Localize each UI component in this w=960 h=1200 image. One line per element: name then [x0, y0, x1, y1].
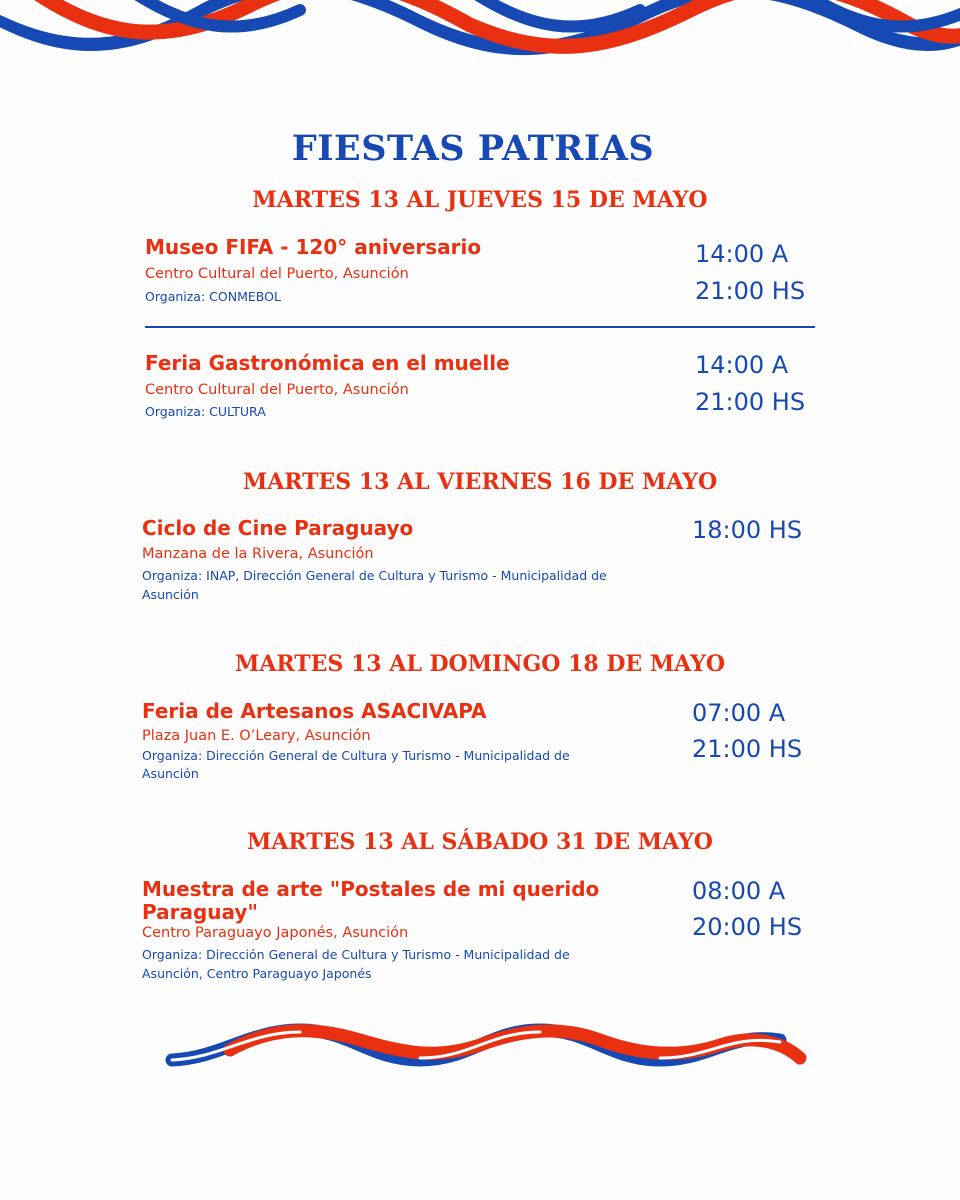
event-venue: Centro Cultural del Puerto, Asunción: [145, 382, 409, 398]
event-organizer: Organiza: CULTURA: [145, 404, 266, 419]
event-organizer: Organiza: CONMEBOL: [145, 289, 281, 304]
event-time-start: 14:00 A: [695, 351, 789, 379]
event-time-end: 21:00 HS: [692, 735, 803, 763]
event-venue: Centro Paraguayo Japonés, Asunción: [142, 925, 409, 941]
event-title: Museo FIFA - 120° aniversario: [145, 235, 482, 259]
page-title: FIESTAS PATRIAS: [291, 128, 655, 169]
event-organizer: Organiza: INAP, Dirección General de Cultura y Turismo - Municipalidad de: [142, 568, 607, 583]
event-time-end: 20:00 HS: [692, 913, 803, 941]
event-title: Feria Gastronómica en el muelle: [145, 351, 510, 375]
event-time-start: 14:00 A: [695, 240, 789, 268]
event-title: Feria de Artesanos ASACIVAPA: [142, 699, 487, 723]
event-time-start: 07:00 A: [692, 699, 786, 727]
divider: [145, 326, 815, 328]
event-venue: Plaza Juan E. O’Leary, Asunción: [142, 728, 371, 744]
event-organizer: Asunción: [142, 766, 199, 781]
event-venue: Manzana de la Rivera, Asunción: [142, 546, 374, 562]
event-venue: Centro Cultural del Puerto, Asunción: [145, 266, 409, 282]
event-time-end: 21:00 HS: [695, 388, 806, 416]
flag-ribbon-top: [0, 0, 960, 60]
event-organizer: Asunción, Centro Paraguayo Japonés: [142, 966, 372, 981]
event-time: 18:00 HS: [692, 516, 803, 544]
event-title: Paraguay": [142, 900, 258, 924]
event-title: Ciclo de Cine Paraguayo: [142, 516, 414, 540]
section-heading: MARTES 13 AL JUEVES 15 DE MAYO: [252, 187, 708, 213]
section-heading: MARTES 13 AL DOMINGO 18 DE MAYO: [234, 651, 726, 677]
section-heading: MARTES 13 AL VIERNES 16 DE MAYO: [242, 469, 718, 495]
event-time-start: 08:00 A: [692, 877, 786, 905]
event-organizer: Asunción: [142, 587, 199, 602]
event-title: Muestra de arte "Postales de mi querido: [142, 877, 600, 901]
section-heading: MARTES 13 AL SÁBADO 31 DE MAYO: [247, 829, 713, 855]
event-time-end: 21:00 HS: [695, 277, 806, 305]
flag-ribbon-bottom: [160, 1010, 810, 1080]
event-organizer: Organiza: Dirección General de Cultura y Turismo - Municipalidad de: [142, 947, 570, 962]
event-organizer: Organiza: Dirección General de Cultura y Turismo - Municipalidad de: [142, 748, 570, 763]
